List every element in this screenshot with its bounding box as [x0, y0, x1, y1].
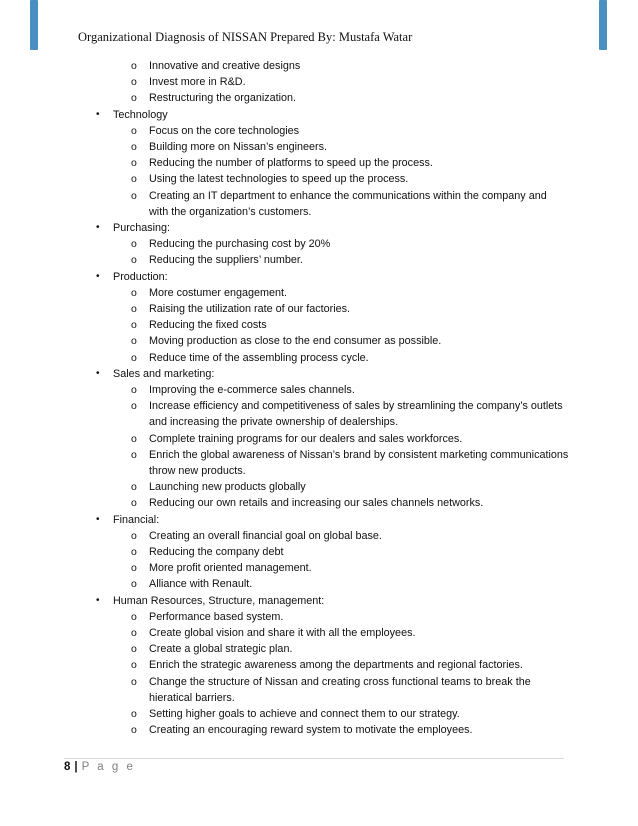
list-item: hieratical barriers.: [149, 691, 235, 704]
list-item: More profit oriented management.: [149, 562, 312, 575]
sub-bullet-marker: o: [131, 675, 137, 688]
left-accent-bar: [30, 0, 38, 50]
bullet-marker: •: [96, 222, 100, 233]
list-item: Moving production as close to the end consumer as possible.: [149, 335, 442, 348]
footer-separator: |: [74, 761, 78, 773]
sub-bullet-marker: o: [131, 384, 137, 396]
sub-bullet-marker: o: [131, 529, 137, 542]
sub-bullet-marker: o: [131, 319, 137, 332]
bullet-marker: •: [96, 513, 100, 525]
list-item: Using the latest technologies to speed up the process.: [149, 173, 409, 186]
list-item: Raising the utilization rate of our factories.: [149, 303, 351, 315]
bullet-marker: •: [96, 367, 100, 379]
list-item: Creating an IT department to enhance the communications within the company and: [149, 189, 547, 202]
sub-bullet-marker: o: [131, 254, 137, 267]
sub-bullet-marker: o: [131, 497, 137, 510]
sub-bullet-marker: o: [131, 351, 137, 364]
sub-bullet-marker: o: [131, 124, 137, 137]
sub-bullet-marker: o: [131, 335, 137, 348]
bullet-marker: •: [96, 270, 100, 282]
sub-bullet-marker: o: [131, 481, 137, 494]
footer-divider: [64, 758, 564, 759]
section-heading-item: Sales and marketing:: [113, 367, 215, 380]
list-item: Invest more in R&D.: [149, 76, 246, 89]
list-item: Launching new products globally: [149, 481, 306, 494]
list-item: Create global vision and share it with all the employees.: [149, 627, 416, 639]
list-item: throw new products.: [149, 465, 246, 477]
list-item: Building more on Nissan’s engineers.: [149, 141, 328, 153]
section-heading-item: Production:: [113, 270, 168, 283]
list-item: Alliance with Renault.: [149, 578, 253, 591]
sub-bullet-marker: o: [131, 286, 137, 299]
sub-bullet-marker: o: [131, 173, 137, 186]
sub-bullet-marker: o: [131, 189, 137, 202]
sub-bullet-marker: o: [131, 562, 137, 575]
list-item: Reducing the number of platforms to speed up the process.: [149, 157, 433, 170]
list-item: Innovative and creative designs: [149, 60, 301, 72]
list-item: Enrich the global awareness of Nissan’s brand by consistent marketing communications: [149, 448, 569, 461]
bullet-marker: •: [96, 594, 100, 606]
list-item: Reducing the company debt: [149, 546, 284, 558]
list-item: Restructuring the organization.: [149, 92, 297, 105]
sub-bullet-marker: o: [131, 659, 137, 672]
list-item: with the organization’s customers.: [149, 205, 312, 218]
right-accent-bar: [599, 0, 607, 50]
list-item: Change the structure of Nissan and creating cross functional teams to break the: [149, 675, 531, 688]
list-item: Increase efficiency and competitiveness of sales by streamlining the company’s outlets: [149, 400, 563, 413]
list-item: Enrich the strategic awareness among the departments and regional factories.: [149, 659, 523, 672]
sub-bullet-marker: o: [131, 76, 137, 89]
sub-bullet-marker: o: [131, 708, 137, 720]
page-header: Organizational Diagnosis of NISSAN Prepared By: Mustafa Watar: [78, 30, 413, 44]
list-item: Reducing our own retails and increasing our sales channels networks.: [149, 497, 484, 510]
list-item: Performance based system.: [149, 610, 284, 623]
sub-bullet-marker: o: [131, 303, 137, 315]
list-item: Improving the e-commerce sales channels.: [149, 384, 355, 396]
section-heading-item: Technology: [113, 108, 168, 121]
page-label: P a g e: [81, 761, 136, 773]
list-item: Reduce time of the assembling process cycle.: [149, 351, 369, 364]
sub-bullet-marker: o: [131, 643, 137, 656]
list-item: Reducing the purchasing cost by 20%: [149, 238, 331, 251]
list-item: Reducing the fixed costs: [149, 319, 267, 332]
section-heading-item: Purchasing:: [113, 222, 171, 234]
sub-bullet-marker: o: [131, 627, 137, 639]
list-item: More costumer engagement.: [149, 286, 288, 299]
list-item: Reducing the suppliers’ number.: [149, 254, 303, 267]
sub-bullet-marker: o: [131, 92, 137, 105]
sub-bullet-marker: o: [131, 432, 137, 445]
list-item: Creating an overall financial goal on global base.: [149, 529, 382, 542]
list-item: Setting higher goals to achieve and connect them to our strategy.: [149, 708, 460, 720]
list-item: Focus on the core technologies: [149, 124, 300, 137]
page-number: 8: [64, 761, 71, 773]
sub-bullet-marker: o: [131, 141, 137, 153]
list-item: Complete training programs for our dealers and sales workforces.: [149, 432, 463, 445]
sub-bullet-marker: o: [131, 448, 137, 461]
list-item: Create a global strategic plan.: [149, 643, 293, 656]
sub-bullet-marker: o: [131, 157, 137, 170]
list-item: and increasing the private ownership of dealerships.: [149, 416, 399, 429]
section-heading-item: Human Resources, Structure, management:: [113, 594, 325, 607]
sub-bullet-marker: o: [131, 60, 137, 72]
list-item: Creating an encouraging reward system to motivate the employees.: [149, 724, 473, 737]
sub-bullet-marker: o: [131, 546, 137, 558]
section-heading-item: Financial:: [113, 513, 160, 526]
sub-bullet-marker: o: [131, 724, 137, 737]
bullet-marker: •: [96, 108, 100, 120]
sub-bullet-marker: o: [131, 400, 137, 413]
page-footer: [64, 761, 135, 773]
sub-bullet-marker: o: [131, 610, 137, 623]
sub-bullet-marker: o: [131, 578, 137, 591]
sub-bullet-marker: o: [131, 238, 137, 251]
